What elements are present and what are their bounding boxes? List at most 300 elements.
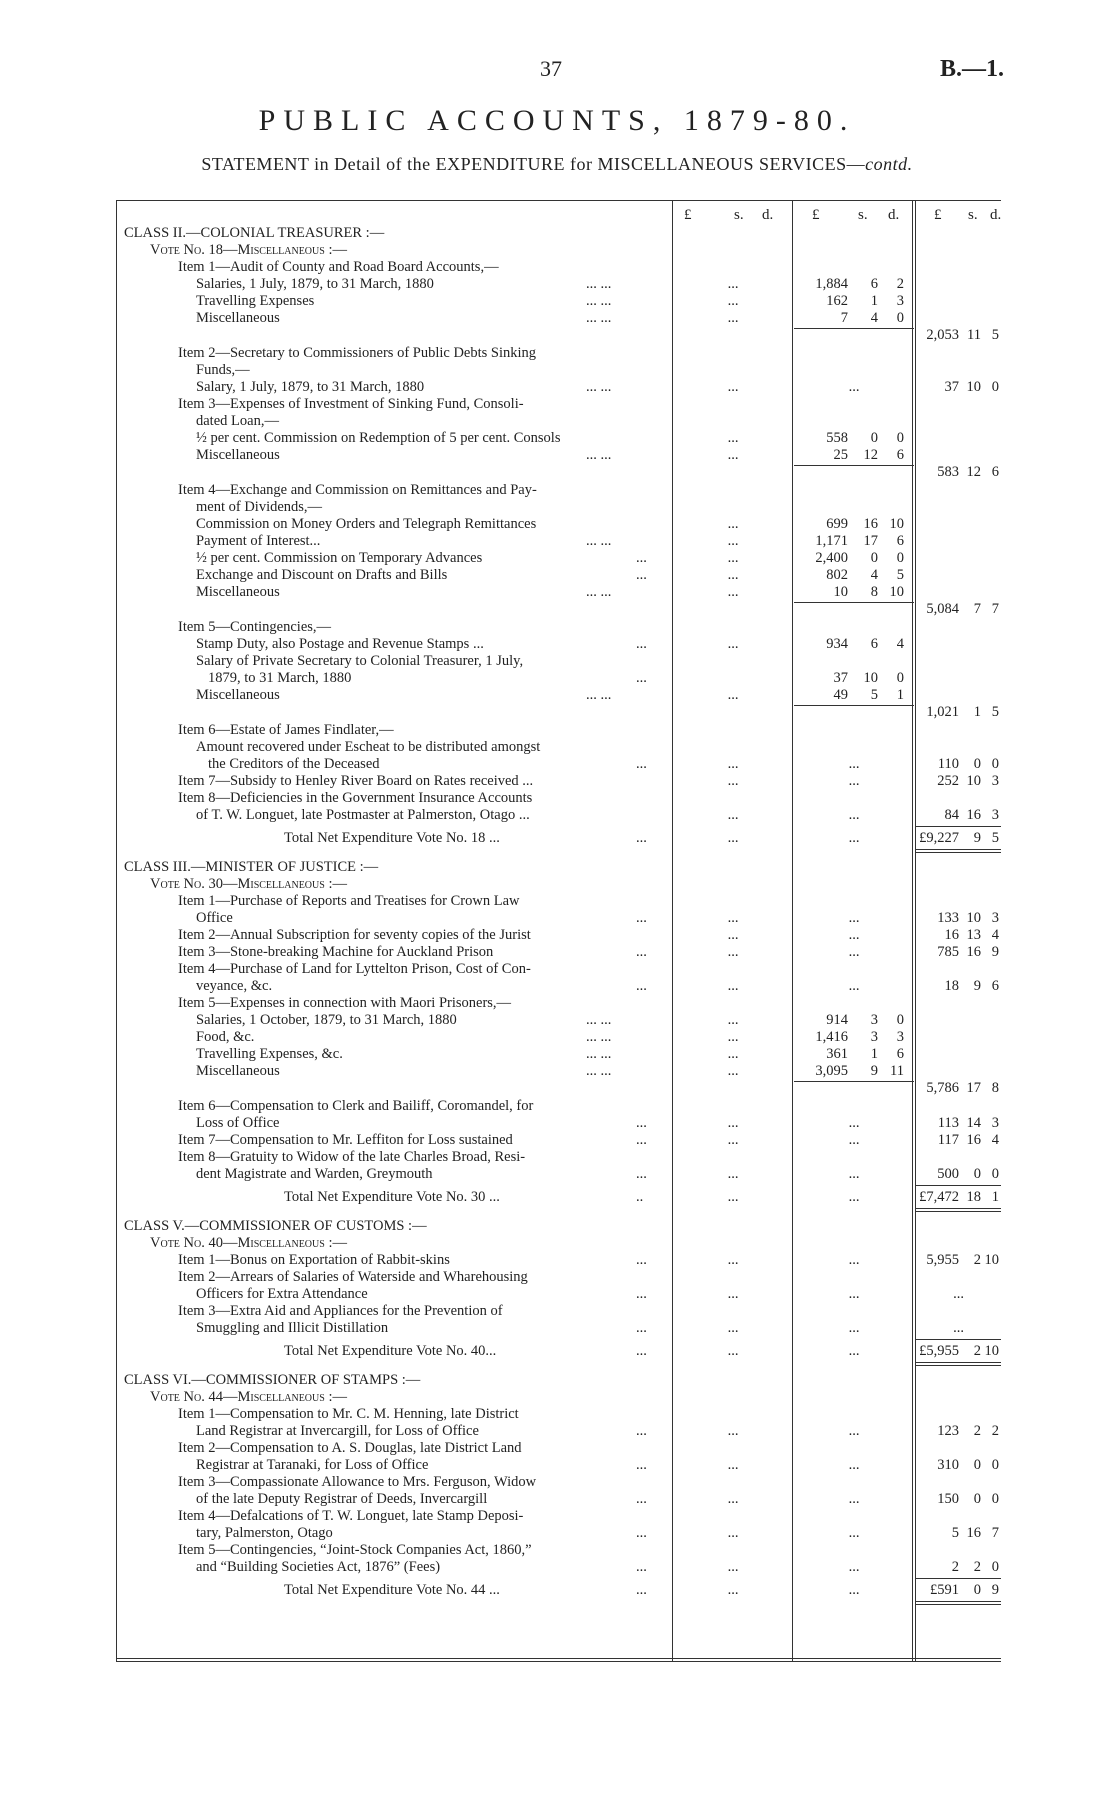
ledger-row	[116, 977, 1001, 995]
column-1-placeholder: ...	[727, 310, 739, 326]
leader-dots: ... ...	[586, 1029, 612, 1045]
shilling-header: s.	[968, 207, 978, 223]
amount-pence: 6	[896, 447, 904, 463]
ledger-row	[116, 1439, 1001, 1457]
column-1-placeholder: ...	[727, 636, 739, 652]
column-1-placeholder: ...	[727, 276, 739, 292]
entry-description: Item 8—Deficiencies in the Government Insurance Accounts	[178, 790, 533, 806]
ledger-row	[116, 1131, 1001, 1149]
column-1-placeholder: ...	[727, 1582, 739, 1598]
expenditure-table	[116, 200, 1001, 1662]
amount-pence: 7	[991, 601, 999, 617]
entry-description: Land Registrar at Invercargill, for Loss of Office	[196, 1423, 479, 1439]
entry-description: Item 4—Defalcations of T. W. Longuet, late Stamp Deposi-	[178, 1508, 524, 1524]
amount-pounds: 310	[937, 1457, 959, 1473]
entry-description: ½ per cent. Commission on Redemption of 5 per cent. Consols	[196, 430, 561, 446]
entry-description: the Creditors of the Deceased	[208, 756, 380, 772]
amount-shillings: 10	[966, 379, 981, 395]
leader-dots: ...	[636, 1132, 647, 1148]
amount-pounds: 37	[833, 670, 848, 686]
total-double-rule	[916, 1601, 1001, 1602]
amount-shillings: 0	[870, 550, 878, 566]
entry-description: Item 2—Annual Subscription for seventy copies of the Jurist	[178, 927, 531, 943]
ledger-row	[116, 1165, 1001, 1183]
amount-shillings: 12	[966, 464, 981, 480]
column-2-placeholder: ...	[848, 1166, 860, 1182]
column-2-placeholder: ...	[848, 1115, 860, 1131]
ledger-row	[116, 960, 1001, 978]
ledger-row	[116, 1456, 1001, 1474]
leader-dots: ...	[636, 1491, 647, 1507]
column-header-row	[116, 206, 1001, 224]
amount-pence: 0	[896, 430, 904, 446]
ledger-row	[116, 1062, 1001, 1080]
pound-header: £	[934, 207, 942, 223]
amount-shillings: 0	[973, 1491, 981, 1507]
ledger-row	[116, 1234, 1001, 1252]
amount-shillings: 2	[973, 1252, 981, 1268]
amount-shillings: 3	[870, 1029, 878, 1045]
ledger-row	[116, 515, 1001, 533]
amount-pounds: 3,095	[815, 1063, 848, 1079]
entry-description: Item 3—Compassionate Allowance to Mrs. Ferguson, Widow	[178, 1474, 537, 1490]
column-2-placeholder: ...	[848, 1559, 860, 1575]
amount-pence: 0	[991, 1491, 999, 1507]
column-2-placeholder: ...	[848, 1252, 860, 1268]
entry-description: and “Building Societies Act, 1876” (Fees)	[196, 1559, 441, 1575]
ledger-row	[116, 829, 1001, 847]
amount-pounds: 162	[826, 293, 848, 309]
ledger-row	[116, 738, 1001, 756]
ledger-row	[116, 1541, 1001, 1559]
amount-pence: 6	[896, 533, 904, 549]
ledger-row	[116, 635, 1001, 653]
amount-shillings: 10	[966, 773, 981, 789]
entry-description: Miscellaneous	[196, 310, 280, 326]
ledger-row	[116, 292, 1001, 310]
amount-pounds: 583	[937, 464, 959, 480]
ledger-row	[116, 806, 1001, 824]
column-1-placeholder: ...	[727, 1029, 739, 1045]
amount-shillings: 9	[973, 978, 981, 994]
entry-description: Amount recovered under Escheat to be distributed amongst	[196, 739, 541, 755]
leader-dots: ...	[636, 978, 647, 994]
leader-dots: ... ...	[586, 293, 612, 309]
ledger-row	[116, 412, 1001, 430]
entry-description: CLASS III.—MINISTER OF JUSTICE :—	[124, 859, 379, 875]
amount-pounds: 10	[833, 584, 848, 600]
ledger-row	[116, 1422, 1001, 1440]
ledger-row	[116, 1045, 1001, 1063]
entry-description: Item 1—Compensation to Mr. C. M. Henning, late District	[178, 1406, 519, 1422]
ledger-row	[116, 532, 1001, 550]
entry-description: dent Magistrate and Warden, Greymouth	[196, 1166, 433, 1182]
column-1-placeholder: ...	[727, 447, 739, 463]
amount-pounds: 2,400	[815, 550, 848, 566]
amount-shillings: 13	[966, 927, 981, 943]
amount-pence: 5	[991, 704, 999, 720]
entry-description: Funds,—	[196, 362, 250, 378]
ledger-row	[116, 1302, 1001, 1320]
column-1-placeholder: ...	[727, 567, 739, 583]
entry-description: Salary of Private Secretary to Colonial Treasurer, 1 July,	[196, 653, 524, 669]
leader-dots: ... ...	[586, 533, 612, 549]
ledger-row	[116, 618, 1001, 636]
column-1-placeholder: ...	[727, 756, 739, 772]
column-1-placeholder: ...	[727, 430, 739, 446]
amount-pence: 1	[896, 687, 904, 703]
amount-shillings: 2	[973, 1343, 981, 1359]
amount-pence: 2	[991, 1423, 999, 1439]
amount-pence: 0	[896, 310, 904, 326]
leader-dots: ...	[636, 1320, 647, 1336]
total-double-rule	[916, 1365, 1001, 1366]
amount-shillings: 0	[973, 1457, 981, 1473]
column-1-placeholder: ...	[727, 1457, 739, 1473]
amount-pounds: 5,786	[926, 1080, 959, 1096]
pence-header: d.	[990, 207, 1002, 223]
column-2-placeholder: ...	[848, 910, 860, 926]
amount-shillings: 0	[870, 430, 878, 446]
amount-pounds: 16	[944, 927, 959, 943]
page-subtitle	[0, 154, 1114, 175]
entry-description: veyance, &c.	[196, 978, 273, 994]
amount-shillings: 4	[870, 310, 878, 326]
column-1-placeholder: ...	[727, 1115, 739, 1131]
leader-dots: ... ...	[586, 1012, 612, 1028]
amount-shillings: 10	[966, 910, 981, 926]
ledger-row	[116, 549, 1001, 567]
amount-pence: 0	[991, 1166, 999, 1182]
entry-description: Item 4—Purchase of Land for Lyttelton Prison, Cost of Con-	[178, 961, 531, 977]
ledger-row	[116, 1217, 1001, 1235]
ledger-row	[116, 446, 1001, 464]
amount-pounds: £5,955	[919, 1343, 959, 1359]
leader-dots: ...	[636, 910, 647, 926]
amount-pence: 9	[991, 944, 999, 960]
entry-description: Commission on Money Orders and Telegraph Remittances	[196, 516, 537, 532]
entry-description: Vote No. 40—Miscellaneous :—	[150, 1235, 347, 1251]
leader-dots: ...	[636, 944, 647, 960]
entry-description: Item 7—Compensation to Mr. Leffiton for Loss sustained	[178, 1132, 513, 1148]
amount-shillings: 3	[870, 1012, 878, 1028]
leader-dots: ...	[636, 1343, 647, 1359]
amount-shillings: 6	[870, 276, 878, 292]
amount-pounds: 5,955	[926, 1252, 959, 1268]
amount-pence: 0	[991, 1559, 999, 1575]
column-1-placeholder: ...	[727, 293, 739, 309]
amount-pounds: 113	[937, 1115, 959, 1131]
leader-dots: ... ...	[586, 447, 612, 463]
ledger-row	[116, 669, 1001, 687]
ledger-row	[116, 429, 1001, 447]
amount-pounds: £9,227	[919, 830, 959, 846]
column-1-placeholder: ...	[727, 910, 739, 926]
ledger-row	[116, 909, 1001, 927]
amount-pence: 10	[984, 1343, 999, 1359]
column-1-placeholder: ...	[727, 1132, 739, 1148]
entry-description: Total Net Expenditure Vote No. 40...	[284, 1343, 497, 1359]
ledger-row	[116, 378, 1001, 396]
column-2-placeholder: ...	[848, 1582, 860, 1598]
amount-pounds: 84	[944, 807, 959, 823]
column-1-placeholder: ...	[727, 1063, 739, 1079]
ledger-row	[116, 1188, 1001, 1206]
amount-shillings: 1	[973, 704, 981, 720]
ledger-row	[116, 583, 1001, 601]
amount-pence: 2	[896, 276, 904, 292]
column-1-placeholder: ...	[727, 1343, 739, 1359]
amount-shillings: 16	[863, 516, 878, 532]
amount-pounds: 1,171	[815, 533, 848, 549]
amount-shillings: 0	[973, 1582, 981, 1598]
column-1-placeholder: ...	[727, 927, 739, 943]
total-double-rule	[916, 1208, 1001, 1209]
entry-description: Item 5—Contingencies,—	[178, 619, 332, 635]
entry-description: Item 5—Expenses in connection with Maori Prisoners,—	[178, 995, 512, 1011]
amount-pounds: 5,084	[926, 601, 959, 617]
column-1-placeholder: ...	[727, 1559, 739, 1575]
amount-pence: 4	[991, 927, 999, 943]
leader-dots: ... ...	[586, 584, 612, 600]
pound-header: £	[812, 207, 820, 223]
column-2-placeholder: ...	[848, 1189, 860, 1205]
amount-pence: 3	[991, 773, 999, 789]
leader-dots: ... ...	[586, 1046, 612, 1062]
entry-description: Item 2—Arrears of Salaries of Waterside and Wharehousing	[178, 1269, 528, 1285]
amount-pence: 8	[991, 1080, 999, 1096]
ledger-row	[116, 1507, 1001, 1525]
column-1-placeholder: ...	[727, 1252, 739, 1268]
entry-description: Vote No. 44—Miscellaneous :—	[150, 1389, 347, 1405]
amount-pence: 3	[991, 807, 999, 823]
ledger-row	[116, 1114, 1001, 1132]
entry-description: Loss of Office	[196, 1115, 280, 1131]
ledger-row	[116, 224, 1001, 242]
entry-description: Vote No. 30—Miscellaneous :—	[150, 876, 347, 892]
column-2-placeholder: ...	[848, 1423, 860, 1439]
column-2-placeholder: ...	[848, 830, 860, 846]
total-double-rule	[916, 852, 1001, 853]
ledger-row	[116, 858, 1001, 876]
leader-dots: ...	[636, 1286, 647, 1302]
table-top-rule	[116, 200, 1001, 201]
leader-dots: ... ...	[586, 276, 612, 292]
amount-pounds: 133	[937, 910, 959, 926]
amount-pounds: 361	[826, 1046, 848, 1062]
ledger-row	[116, 1558, 1001, 1576]
ledger-row	[116, 755, 1001, 773]
total-rule	[916, 1339, 1001, 1340]
amount-pence: 9	[991, 1582, 999, 1598]
entry-description: Item 6—Compensation to Clerk and Bailiff, Coromandel, for	[178, 1098, 534, 1114]
leader-dots: ...	[636, 756, 647, 772]
page-number: 37	[540, 56, 562, 81]
column-1-placeholder: ...	[727, 550, 739, 566]
entry-description: Salary, 1 July, 1879, to 31 March, 1880	[196, 379, 425, 395]
entry-description: Exchange and Discount on Drafts and Bills	[196, 567, 448, 583]
entry-description: Officers for Extra Attendance	[196, 1286, 368, 1302]
leader-dots: ...	[636, 1582, 647, 1598]
ledger-row	[116, 1319, 1001, 1337]
entry-description: Office	[196, 910, 233, 926]
ledger-row	[116, 1524, 1001, 1542]
ledger-row	[116, 1011, 1001, 1029]
leader-dots: ...	[636, 550, 647, 566]
column-2-placeholder: ...	[848, 927, 860, 943]
amount-pounds: 123	[937, 1423, 959, 1439]
amount-shillings: 4	[870, 567, 878, 583]
ledger-row	[116, 892, 1001, 910]
column-2-placeholder: ...	[848, 1320, 860, 1336]
amount-pence: 11	[890, 1063, 904, 1079]
table-bottom-rule	[116, 1658, 1001, 1659]
amount-shillings: 2	[973, 1423, 981, 1439]
column-1-placeholder: ...	[727, 379, 739, 395]
column-1-placeholder: ...	[727, 1525, 739, 1541]
ledger-row	[116, 600, 1001, 618]
amount-pence: 6	[991, 978, 999, 994]
entry-description: CLASS V.—COMMISSIONER OF CUSTOMS :—	[124, 1218, 427, 1234]
ledger-row	[116, 463, 1001, 481]
entry-description: Item 4—Exchange and Commission on Remittances and Pay-	[178, 482, 537, 498]
amount-shillings: 8	[870, 584, 878, 600]
amount-pounds: 252	[937, 773, 959, 789]
amount-shillings: 9	[973, 830, 981, 846]
amount-shillings: 2	[973, 1559, 981, 1575]
entry-description: Item 3—Extra Aid and Appliances for the Prevention of	[178, 1303, 503, 1319]
column-1-placeholder: ...	[727, 1423, 739, 1439]
amount-pounds: 802	[826, 567, 848, 583]
subtitle-contd: contd.	[865, 154, 913, 174]
column-2-placeholder: ...	[848, 1132, 860, 1148]
column-1-placeholder: ...	[727, 533, 739, 549]
ledger-row	[116, 361, 1001, 379]
leader-dots: ...	[636, 830, 647, 846]
ledger-row	[116, 1028, 1001, 1046]
amount-pounds: 934	[826, 636, 848, 652]
entry-description: dated Loan,—	[196, 413, 279, 429]
leader-dots: ... ...	[586, 310, 612, 326]
entry-description: Item 1—Purchase of Reports and Treatises for Crown Law	[178, 893, 520, 909]
leader-dots: ..	[636, 1189, 644, 1205]
amount-shillings: 16	[966, 1132, 981, 1148]
amount-shillings: 16	[966, 1525, 981, 1541]
total-double-rule	[916, 1211, 1001, 1212]
column-1-placeholder: ...	[727, 773, 739, 789]
amount-pounds: 1,021	[926, 704, 959, 720]
amount-pence: 7	[991, 1525, 999, 1541]
ledger-row	[116, 875, 1001, 893]
entry-description: Total Net Expenditure Vote No. 18 ...	[284, 830, 500, 846]
ledger-row	[116, 344, 1001, 362]
ledger-row	[116, 1268, 1001, 1286]
amount-pence: 4	[991, 1132, 999, 1148]
entry-description: Item 7—Subsidy to Henley River Board on Rates received ...	[178, 773, 534, 789]
leader-dots: ...	[636, 567, 647, 583]
ledger-row	[116, 789, 1001, 807]
entry-description: of the late Deputy Registrar of Deeds, Invercargill	[196, 1491, 488, 1507]
amount-pounds: 699	[826, 516, 848, 532]
leader-dots: ... ...	[586, 379, 612, 395]
ledger-row	[116, 1388, 1001, 1406]
column-1-placeholder: ...	[727, 1286, 739, 1302]
column-1-placeholder: ...	[727, 944, 739, 960]
amount-pounds: 500	[937, 1166, 959, 1182]
amount-pounds: 7	[840, 310, 848, 326]
entry-description: Item 6—Estate of James Findlater,—	[178, 722, 394, 738]
amount-shillings: 0	[973, 1166, 981, 1182]
amount-pence: 5	[896, 567, 904, 583]
shilling-header: s.	[858, 207, 868, 223]
amount-shillings: 16	[966, 807, 981, 823]
ledger-row	[116, 1490, 1001, 1508]
entry-description: Miscellaneous	[196, 687, 280, 703]
ledger-row	[116, 1079, 1001, 1097]
amount-shillings: 0	[973, 756, 981, 772]
leader-dots: ...	[636, 1559, 647, 1575]
amount-pence: 3	[991, 1115, 999, 1131]
column-1-placeholder: ...	[727, 687, 739, 703]
amount-pounds: 49	[833, 687, 848, 703]
amount-shillings: 5	[870, 687, 878, 703]
amount-pounds: 1,416	[815, 1029, 848, 1045]
entry-description: Payment of Interest...	[196, 533, 321, 549]
amount-pence: 5	[991, 830, 999, 846]
amount-shillings: 9	[870, 1063, 878, 1079]
column-3-placeholder: ...	[953, 1286, 964, 1302]
amount-pence: 3	[991, 910, 999, 926]
column-2-placeholder: ...	[848, 1286, 860, 1302]
column-2-placeholder: ...	[848, 756, 860, 772]
pence-header: d.	[888, 207, 900, 223]
entry-description: Item 5—Contingencies, “Joint-Stock Companies Act, 1860,”	[178, 1542, 532, 1558]
leader-dots: ... ...	[586, 687, 612, 703]
amount-pence: 3	[896, 293, 904, 309]
ledger-row	[116, 1097, 1001, 1115]
total-rule	[916, 1578, 1001, 1579]
column-1-placeholder: ...	[727, 584, 739, 600]
column-2-placeholder: ...	[848, 944, 860, 960]
document-reference: B.—1.	[939, 56, 1004, 82]
entry-description: Miscellaneous	[196, 584, 280, 600]
amount-shillings: 1	[870, 1046, 878, 1062]
column-1-placeholder: ...	[727, 978, 739, 994]
ledger-row	[116, 943, 1001, 961]
amount-pounds: 2,053	[926, 327, 959, 343]
ledger-row	[116, 1342, 1001, 1360]
total-double-rule	[916, 1362, 1001, 1363]
entry-description: Total Net Expenditure Vote No. 30 ...	[284, 1189, 500, 1205]
total-rule	[916, 826, 1001, 827]
amount-pence: 0	[991, 1457, 999, 1473]
entry-description: Miscellaneous	[196, 447, 280, 463]
amount-pence: 0	[896, 1012, 904, 1028]
column-1-placeholder: ...	[727, 1012, 739, 1028]
column-2-placeholder: ...	[848, 1457, 860, 1473]
ledger-row	[116, 241, 1001, 259]
ledger-row	[116, 275, 1001, 293]
entry-description: ½ per cent. Commission on Temporary Advances	[196, 550, 483, 566]
ledger-row	[116, 326, 1001, 344]
ledger-row	[116, 1581, 1001, 1599]
entry-description: tary, Palmerston, Otago	[196, 1525, 333, 1541]
amount-pounds: 2	[951, 1559, 959, 1575]
total-double-rule	[916, 1604, 1001, 1605]
entry-description: of T. W. Longuet, late Postmaster at Palmerston, Otago ...	[196, 807, 530, 823]
ledger-row	[116, 772, 1001, 790]
column-3-placeholder: ...	[953, 1320, 964, 1336]
